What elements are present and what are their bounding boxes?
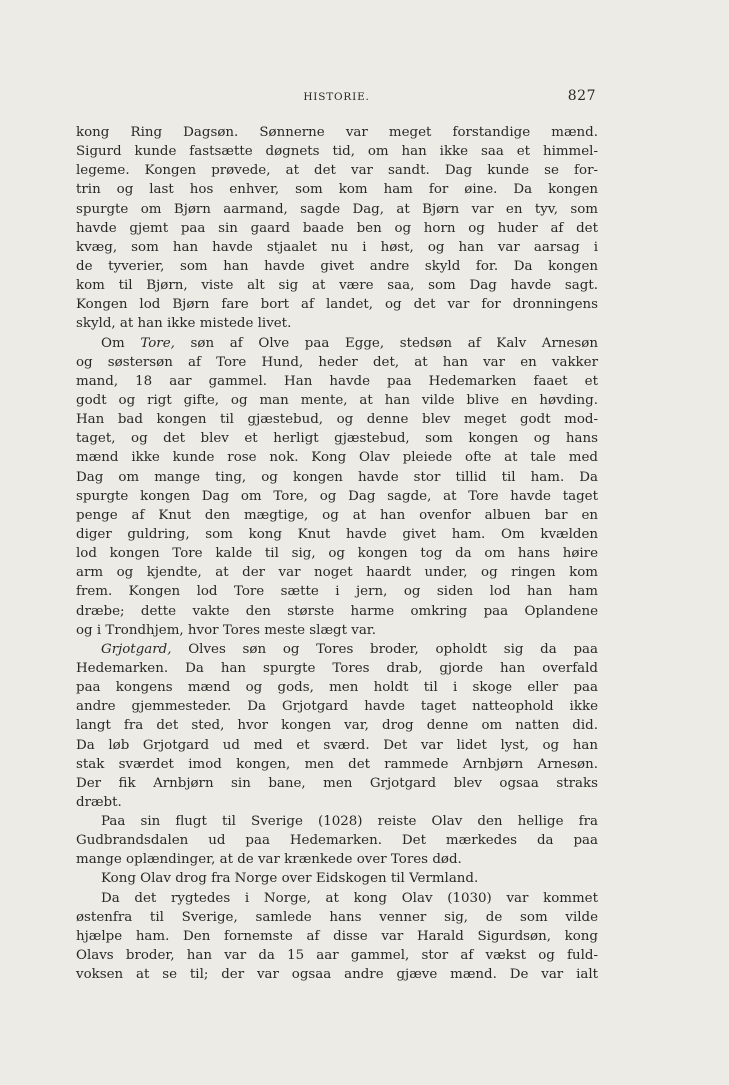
text-line: Da løb Grjotgard ud med et sværd. Det var lidet lyst, og han (76, 737, 598, 753)
text-line: Olavs broder, han var da 15 aar gammel, stor af vækst og fuld- (76, 948, 598, 964)
page-header (75, 88, 598, 110)
text-line: Gudbrandsdalen ud paa Hedemarken. Det mærkedes da paa (76, 833, 598, 849)
text-line: Hedemarken. Da han spurgte Tores drab, gjorde han overfald (76, 660, 598, 676)
page-number: 827 (567, 88, 596, 104)
text-line: mænd ikke kunde rose nok. Kong Olav pleiede ofte at tale med (76, 450, 598, 466)
text-line: langt fra det sted, hvor kongen var, drog denne om natten did. (76, 718, 598, 734)
text-line: lod kongen Tore kalde til sig, og kongen tog da om hans høire (76, 546, 598, 562)
text-line: paa kongens mænd og gods, men holdt til i skoge eller paa (76, 680, 598, 696)
text-line: penge af Knut den mægtige, og at han ovenfor albuen bar en (76, 507, 598, 523)
text-line: Dag om mange ting, og kongen havde stor tillid til ham. Da (76, 469, 598, 485)
text-line: Sigurd kunde fastsætte døgnets tid, om han ikke saa et himmel- (76, 144, 598, 160)
text-line: Kongen lod Bjørn fare bort af landet, og det var for dronningens (76, 297, 598, 313)
text-line: stak sværdet imod kongen, men det rammede Arnbjørn Arnesøn. (76, 756, 598, 772)
text-line: dræbt. (76, 794, 122, 810)
text-line: skyld, at han ikke mistede livet. (76, 316, 292, 332)
text-line: Paa sin flugt til Sverige (1028) reiste Olav den hellige fra (101, 814, 598, 830)
text-line: mange oplændinger, at de var krænkede over Tores død. (76, 852, 462, 868)
text-line: spurgte kongen Dag om Tore, og Dag sagde, at Tore havde taget (76, 488, 598, 504)
text-line: og søstersøn af Tore Hund, heder det, at han var en vakker (76, 354, 598, 370)
text-line: frem. Kongen lod Tore sætte i jern, og siden lod han ham (76, 584, 598, 600)
text-line: Han bad kongen til gjæstebud, og denne blev meget godt mod- (76, 412, 598, 428)
text-line: og i Trondhjem, hvor Tores meste slægt var. (76, 622, 376, 638)
text-line: Kong Olav drog fra Norge over Eidskogen til Vermland. (101, 871, 479, 887)
text-line: Om Tore, søn af Olve paa Egge, stedsøn af Kalv Arnesøn (101, 335, 598, 351)
text-line: de tyverier, som han havde givet andre skyld for. Da kongen (76, 258, 598, 274)
text-line: kom til Bjørn, viste alt sig at være saa, som Dag havde sagt. (76, 278, 598, 294)
text-line: kvæg, som han havde stjaalet nu i høst, og han var aarsag i (76, 239, 598, 255)
text-line: Der fik Arnbjørn sin bane, men Grjotgard blev ogsaa straks (76, 775, 598, 791)
text-line: diger guldring, som kong Knut havde givet ham. Om kvælden (76, 526, 598, 542)
running-title: HISTORIE. (303, 91, 370, 103)
text-line: Grjotgard, Olves søn og Tores broder, opholdt sig da paa (101, 641, 598, 657)
text-line: havde gjemt paa sin gaard baade ben og horn og huder af det (76, 220, 598, 236)
text-line: Da det rygtedes i Norge, at kong Olav (1030) var kommet (101, 890, 598, 906)
text-line: kong Ring Dagsøn. Sønnerne var meget forstandige mænd. (76, 125, 598, 140)
text-line: mand, 18 aar gammel. Han havde paa Hedemarken faaet et (76, 373, 598, 389)
text-line: taget, og det blev et herligt gjæstebud, som kongen og hans (76, 431, 598, 447)
text-line: hjælpe ham. Den fornemste af disse var Harald Sigurdsøn, kong (76, 928, 598, 944)
text-line: godt og rigt gifte, og man mente, at han vilde blive en høvding. (76, 392, 598, 408)
text-line: østenfra til Sverige, samlede hans venner sig, de som vilde (76, 909, 598, 925)
text-line: dræbe; dette vakte den største harme omkring paa Oplandene (76, 603, 598, 619)
text-line: arm og kjendte, at der var noget haardt under, og ringen kom (76, 565, 598, 581)
text-line: voksen at se til; der var ogsaa andre gjæve mænd. De var ialt (76, 967, 598, 983)
text-line: andre gjemmesteder. Da Grjotgard havde taget natteophold ikke (76, 699, 598, 715)
text-line: trin og last hos enhver, som kom ham for øine. Da kongen (76, 182, 598, 198)
text-line: legeme. Kongen prøvede, at det var sandt. Dag kunde se for- (76, 163, 598, 179)
body-text (76, 123, 598, 984)
text-line: spurgte om Bjørn aarmand, sagde Dag, at Bjørn var en tyv, som (76, 201, 598, 217)
